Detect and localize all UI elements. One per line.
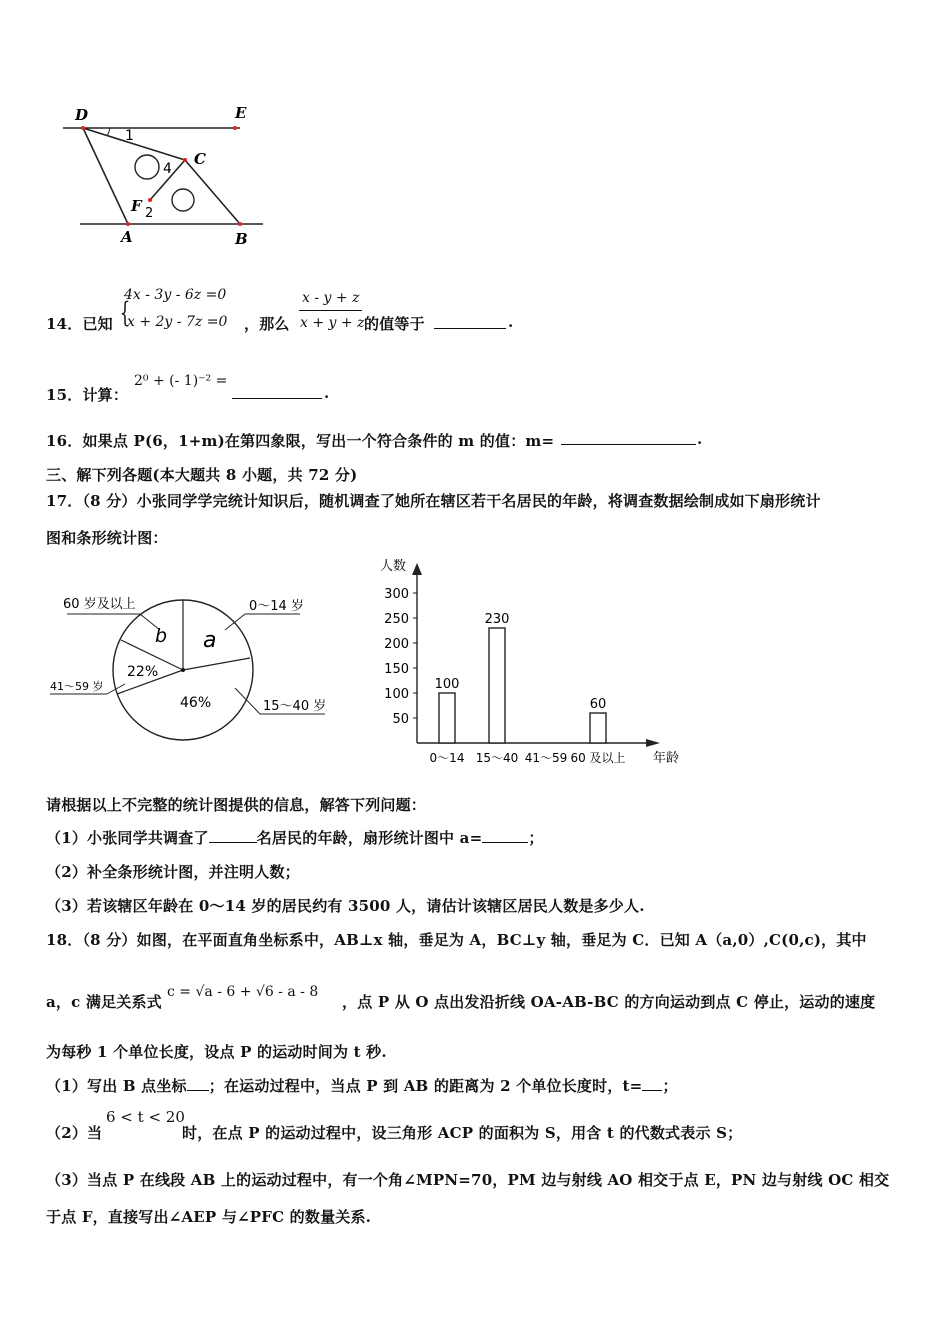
bar-0 <box>439 693 455 743</box>
angle-label-2: 2 <box>145 206 154 221</box>
bar-chart-x-arrow <box>646 739 660 747</box>
section-3-title: 三、解下列各题(本大题共 8 小题，共 72 分) <box>46 466 358 484</box>
q14-brace: { <box>119 296 131 329</box>
q14-equation-1: 4x - 3y - 6z =0 <box>124 287 227 303</box>
pie-chart <box>45 590 345 750</box>
q14-end: . <box>508 313 514 331</box>
segment-dc <box>83 128 185 160</box>
leader-15-40 <box>235 688 260 714</box>
label-c: C <box>194 150 206 168</box>
q14-denominator: x + y + z <box>300 315 365 331</box>
q15-end: . <box>324 384 330 402</box>
label-d: D <box>75 106 89 124</box>
y-tick-label: 300 <box>384 587 409 602</box>
y-tick-label: 100 <box>384 687 409 702</box>
q18-sub3-line-1: （3）当点 P 在线段 AB 上的运动过程中，有一个角∠MPN=70，PM 边与射线 AO 相交于点 E，PN 边与射线 OC 相交 <box>46 1171 890 1189</box>
point-e-dot <box>233 126 237 130</box>
pie-sector-a: a <box>203 628 217 653</box>
q18-sub1-a: （1）写出 B 点坐标 <box>46 1077 187 1095</box>
pie-label-15-40: 15～40 岁 <box>263 699 327 714</box>
segment-cb <box>185 160 240 224</box>
label-b: B <box>235 230 248 248</box>
segment-da <box>83 128 128 224</box>
q14-suffix: 的值等于 <box>364 315 425 333</box>
angle-label-4: 4 <box>163 161 172 177</box>
label-f: F <box>131 197 142 215</box>
y-tick-label: 50 <box>392 712 409 727</box>
bar-value-label-0: 100 <box>434 677 460 692</box>
pie-sector-b: b <box>155 625 168 647</box>
bar-value-label-3: 60 <box>589 697 607 712</box>
point-d-dot <box>81 126 85 130</box>
q14-fraction-bar <box>299 310 362 311</box>
pie-center-dot <box>181 668 185 672</box>
circle-upper <box>135 155 159 179</box>
geometry-figure <box>55 100 285 250</box>
label-e: E <box>235 104 247 122</box>
q15-expression: 2⁰ + (- 1)⁻² = <box>134 373 228 389</box>
label-a: A <box>121 228 133 246</box>
q17-sub1-b: 名居民的年龄，扇形统计图中 a= <box>256 829 483 847</box>
q17-line-2: 图和条形统计图： <box>46 529 168 547</box>
q18-sub1 <box>46 1075 678 1096</box>
q15-prefix: 15．计算： <box>46 386 129 404</box>
x-category-label-2: 41～59 <box>524 751 568 765</box>
q18-sub2-condition: 6 < t < 20 <box>106 1108 185 1126</box>
bar-1 <box>489 628 505 743</box>
y-tick-label: 250 <box>384 612 409 627</box>
q18-sub2-a: （2）当 <box>46 1124 103 1142</box>
angle-arc-1 <box>107 128 110 136</box>
y-tick-label: 200 <box>384 637 409 652</box>
pie-label-41-59: 41～59 岁 <box>50 680 104 693</box>
q18-line-1: 18．（8 分）如图，在平面直角坐标系中，AB⊥x 轴，垂足为 A，BC⊥y 轴，垂足为 C．已知 A（a,0）,C(0,c)，其中 <box>46 931 867 949</box>
q18-sub1-blank-1[interactable] <box>187 1076 209 1091</box>
bar-value-label-1: 230 <box>484 612 510 627</box>
x-category-label-3: 60 及以上 <box>570 751 626 765</box>
q18-line-3: 为每秒 1 个单位长度，设点 P 的运动时间为 t 秒. <box>46 1043 387 1061</box>
q17-intro: 请根据以上不完整的统计图提供的信息，解答下列问题： <box>46 796 427 814</box>
y-tick-label: 150 <box>384 662 409 677</box>
q14-mid: ，那么 <box>244 315 290 333</box>
q18-formula: c = √a - 6 + √6 - a - 8 <box>167 984 319 1000</box>
q16-end: . <box>697 430 703 448</box>
q17-line-1: 17．（8 分）小张同学学完统计知识后，随机调查了她所在辖区若干名居民的年龄，将调查数据绘制成如下扇形统计 <box>46 492 821 510</box>
point-b-dot <box>238 222 242 226</box>
point-a-dot <box>126 222 130 226</box>
q18-sub1-c: ； <box>662 1077 678 1095</box>
bar-chart-y-arrow <box>412 563 422 575</box>
q14-answer-blank[interactable] <box>434 314 506 329</box>
q18-sub1-b: ；在运动过程中，当点 P 到 AB 的距离为 2 个单位长度时，t= <box>208 1077 643 1095</box>
q17-sub1 <box>46 827 544 848</box>
bar-chart-ylabel: 人数 <box>380 559 407 574</box>
q17-sub3: （3）若该辖区年龄在 0～14 岁的居民约有 3500 人，请估计该辖区居民人数是多少人. <box>46 897 645 915</box>
x-category-label-1: 15～40 <box>475 751 519 765</box>
bar-3 <box>590 713 606 743</box>
point-f-dot <box>148 198 152 202</box>
pie-radius-right <box>183 658 250 670</box>
pie-label-0-14: 0～14 岁 <box>249 599 304 614</box>
q18-sub2-b: 时，在点 P 的运动过程中，设三角形 ACP 的面积为 S，用含 t 的代数式表示 S； <box>182 1124 743 1142</box>
q16-answer-blank[interactable] <box>561 430 696 445</box>
q18-line-2a: a，c 满足关系式 <box>46 993 162 1011</box>
bar-chart-xlabel: 年龄 <box>653 751 680 766</box>
angle-label-1: 1 <box>125 128 134 144</box>
q17-sub1-c: ； <box>528 829 544 847</box>
q18-sub1-blank-2[interactable] <box>642 1076 662 1091</box>
q17-sub1-a: （1）小张同学共调查了 <box>46 829 209 847</box>
q18-line-2b: ，点 P 从 O 点出发沿折线 OA-AB-BC 的方向运动到点 C 停止，运动的速度 <box>342 993 876 1011</box>
q18-sub3-line-2: 于点 F，直接写出∠AEP 与∠PFC 的数量关系. <box>46 1208 372 1226</box>
bar-chart <box>370 553 690 768</box>
pie-label-60: 60 岁及以上 <box>63 597 136 612</box>
x-category-label-0: 0～14 <box>429 751 465 765</box>
pie-sector-46: 46% <box>180 695 212 711</box>
q17-sub2: （2）补全条形统计图，并注明人数； <box>46 863 300 881</box>
q14-equation-2: x + 2y - 7z =0 <box>127 314 228 330</box>
q15-answer-blank[interactable] <box>232 384 322 399</box>
q16-text: 16．如果点 P(6，1+m)在第四象限，写出一个符合条件的 m 的值：m= <box>46 432 555 450</box>
circle-lower <box>172 189 194 211</box>
q14-prefix: 14．已知 <box>46 315 113 333</box>
pie-sector-22: 22% <box>127 664 159 680</box>
q14-numerator: x - y + z <box>302 290 360 306</box>
q17-sub1-blank-1[interactable] <box>209 828 257 843</box>
point-c-dot <box>183 158 187 162</box>
q17-sub1-blank-2[interactable] <box>482 828 528 843</box>
